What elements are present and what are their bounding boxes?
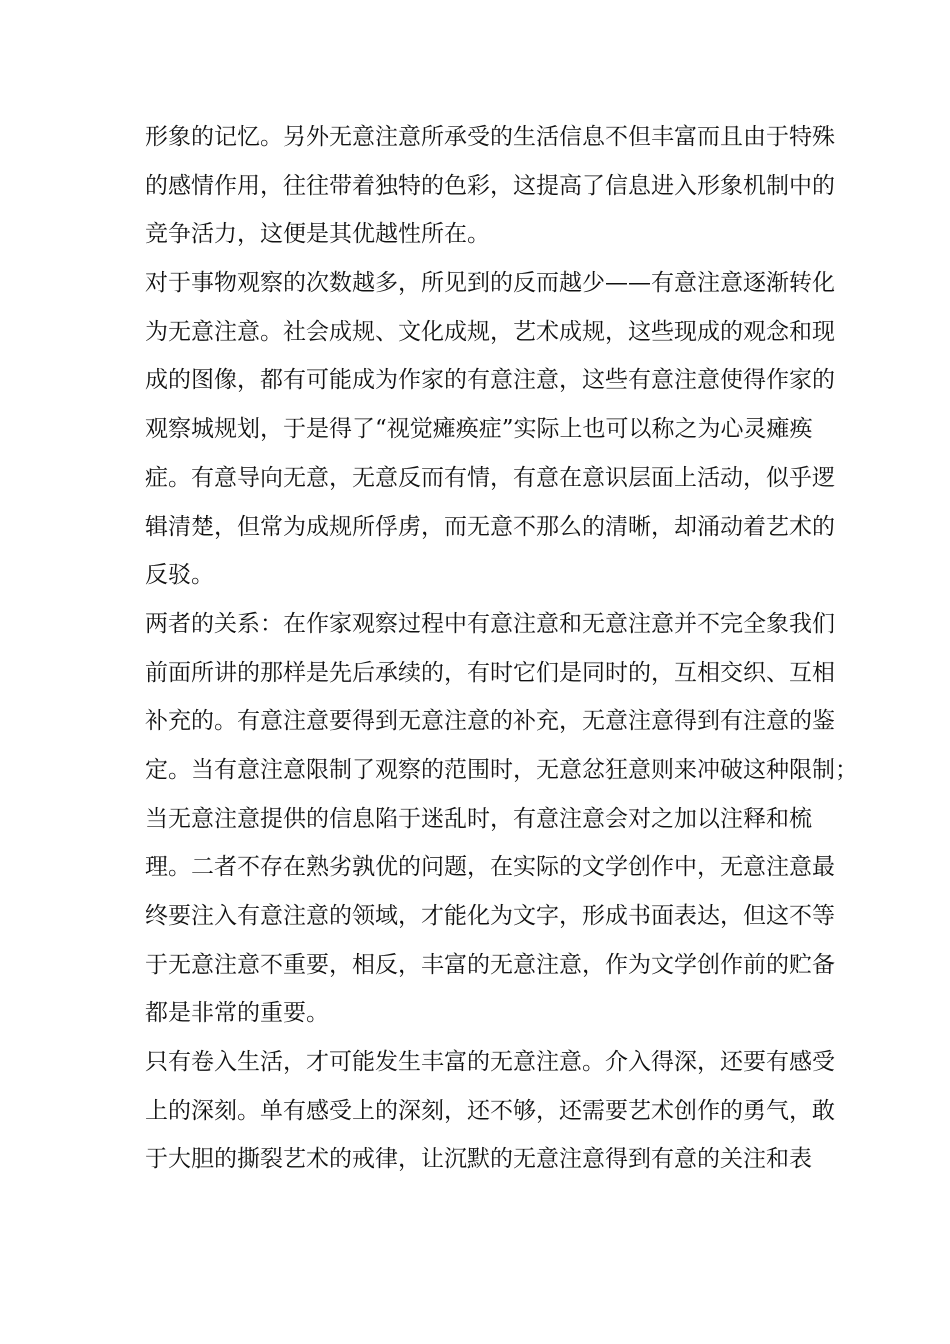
text-line: 只有卷入生活，才可能发生丰富的无意注意。介入得深，还要有感受: [145, 1049, 835, 1076]
text-line: 对于事物观察的次数越多，所见到的反而越少——有意注意逐渐转化: [145, 270, 835, 297]
text-line: 两者的关系：在作家观察过程中有意注意和无意注意并不完全象我们: [145, 610, 835, 637]
text-line: 理。二者不存在熟劣孰优的问题，在实际的文学创作中，无意注意最: [145, 854, 835, 881]
paragraph: [145, 600, 858, 1038]
text-line: 症。有意导向无意，无意反而有情，有意在意识层面上活动，似乎逻: [145, 464, 835, 491]
text-line: 反驳。: [145, 562, 214, 589]
text-line: 都是非常的重要。: [145, 1000, 329, 1027]
text-line: 前面所讲的那样是先后承续的，有时它们是同时的，互相交织、互相: [145, 659, 835, 686]
text-line: 上的深刻。单有感受上的深刻，还不够，还需要艺术创作的勇气，敢: [145, 1097, 835, 1124]
text-line: 终要注入有意注意的领域，才能化为文字，形成书面表达，但这不等: [145, 903, 835, 929]
text-line: 竞争活力，这便是其优越性所在。: [145, 221, 490, 248]
text-line: 成的图像，都有可能成为作家的有意注意，这些有意注意使得作家的: [145, 367, 835, 394]
paragraph: [145, 1038, 835, 1184]
body-text: [145, 113, 858, 1184]
text-line: 于大胆的撕裂艺术的戒律，让沉默的无意注意得到有意的关注和表: [145, 1146, 812, 1173]
text-line: 辑清楚，但常为成规所俘虏，而无意不那么的清晰，却涌动着艺术的: [145, 513, 835, 540]
text-line: 于无意注意不重要，相反，丰富的无意注意，作为文学创作前的贮备: [145, 951, 835, 978]
paragraph: [145, 259, 835, 600]
text-line: 当无意注意提供的信息陷于迷乱时，有意注意会对之加以注释和梳: [145, 805, 812, 832]
paragraph: [145, 113, 835, 259]
text-line: 的感情作用，往往带着独特的色彩，这提高了信息进入形象机制中的: [145, 172, 835, 199]
text-line: 定。当有意注意限制了观察的范围时，无意忿狂意则来冲破这种限制；: [145, 756, 858, 783]
text-line: 为无意注意。社会成规、文化成规，艺术成规，这些现成的观念和现: [145, 318, 835, 345]
text-line: 补充的。有意注意要得到无意注意的补充，无意注意得到有注意的鉴: [145, 708, 835, 735]
text-line: 形象的记忆。另外无意注意所承受的生活信息不但丰富而且由于特殊: [145, 124, 835, 150]
text-line: 观察城规划，于是得了“视觉瘫痪症”实际上也可以称之为心灵瘫痪: [145, 416, 813, 443]
